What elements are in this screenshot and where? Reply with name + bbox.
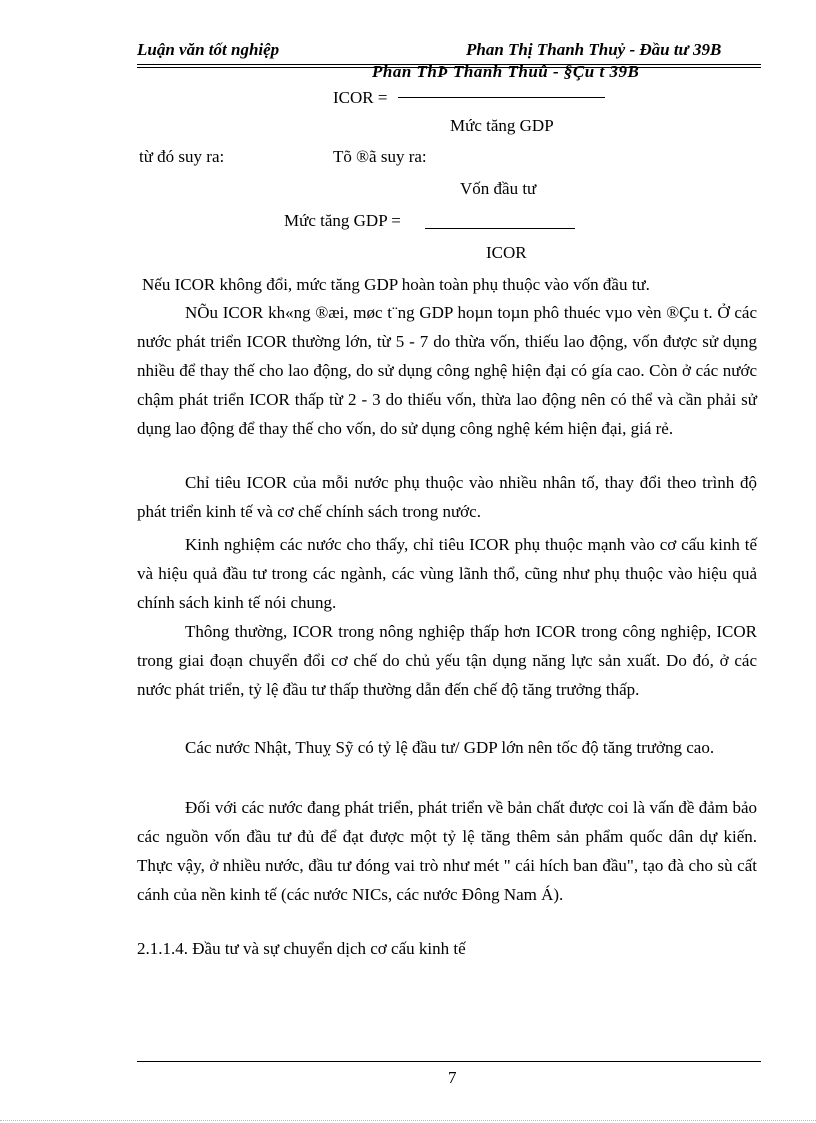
- formula2-lhs: Mức tăng GDP =: [284, 211, 401, 230]
- header-left-title: Luận văn tốt nghiệp: [137, 40, 280, 59]
- derive-label: từ đó suy ra:: [139, 147, 225, 166]
- paragraph-agriculture: Thông thường, ICOR trong nông nghiệp thấp hơn ICOR trong công nghiệp, ICOR trong giai đoạn chuyển đổi cơ chế do chủ yếu tận dụng năng lực sản xuất. Do đó, ở các nước phát triển, tỷ lệ đầu tư thấp thường dẫn đến chế độ tăng trưởng thấp.: [137, 622, 757, 699]
- paragraph-icor-constant: Nếu ICOR không đổi, mức tăng GDP hoàn toàn phụ thuộc vào vốn đầu tư.: [142, 275, 650, 294]
- formula1-lhs: ICOR =: [333, 88, 388, 107]
- page-bottom-dotted-edge: [0, 1120, 816, 1121]
- paragraph-icor-factors: Chỉ tiêu ICOR của mỗi nước phụ thuộc vào nhiều nhân tố, thay đổi theo trình độ phát triển kinh tế và cơ chế chính sách trong nước.: [137, 473, 757, 521]
- section-heading: 2.1.1.4. Đầu tư và sự chuyển dịch cơ cấu kinh tế: [137, 939, 466, 958]
- paragraph-icor-developed: NÕu ICOR kh«ng ®æi, møc t¨ng GDP hoµn toµn phô thuéc vµo vèn ®Çu t. Ở các nước phát triển ICOR thường lớn, từ 5 - 7 do thừa vốn, thiếu lao động, vốn được sử dụng nhiều để thay thế cho lao động, do sử dụng công nghệ hiện đại có gía cao. Còn ở các nước chậm phát triển ICOR thấp từ 2 - 3 do thiếu vốn, thừa lao động nên có thể và cần phải sử dụng lao động để thay thế cho vốn, do sử dụng công nghệ kém hiện đại, giá rẻ.: [137, 303, 757, 438]
- header-right-title: Phan Thị Thanh Thuỷ - Đầu tư 39B: [466, 40, 722, 59]
- formula1-denominator: Mức tăng GDP: [450, 116, 554, 135]
- paragraph-developing-countries: Đối với các nước đang phát triển, phát triển về bản chất được coi là vấn đề đảm bảo các nguồn vốn đầu tư đủ để đạt được một tỷ lệ tăng thêm sản phẩm quốc dân dự kiến. Thực vậy, ở nhiều nước, đầu tư đóng vai trò như mét " cái hích ban đầu", tạo đà cho sù cất cánh của nền kinh tế (các nước NICs, các nước Đông Nam Á).: [137, 798, 757, 904]
- derive-garbled-label: Tõ ®ã suy ra:: [333, 147, 427, 166]
- formula2-numerator: Vốn đầu tư: [460, 179, 537, 198]
- page-number: 7: [448, 1068, 457, 1087]
- paragraph-experience: Kinh nghiệm các nước cho thấy, chỉ tiêu ICOR phụ thuộc mạnh vào cơ cấu kinh tế và hiệu quả đầu tư trong các ngành, các vùng lãnh thổ, cũng như phụ thuộc vào hiệu quả chính sách kinh tế nói chung.: [137, 535, 757, 612]
- formula2-fraction-line: [425, 228, 575, 229]
- paragraph-japan-switzerland: Các nước Nhật, Thuỵ Sỹ có tỷ lệ đầu tư/ GDP lớn nên tốc độ tăng trưởng cao.: [185, 738, 715, 757]
- footer-rule: [137, 1061, 761, 1062]
- formula1-fraction-line: [398, 97, 605, 98]
- formula2-denominator: ICOR: [486, 243, 527, 262]
- header-garbled-title: Phan ThÞ Thanh Thuû - §Çu t 39B: [372, 62, 640, 81]
